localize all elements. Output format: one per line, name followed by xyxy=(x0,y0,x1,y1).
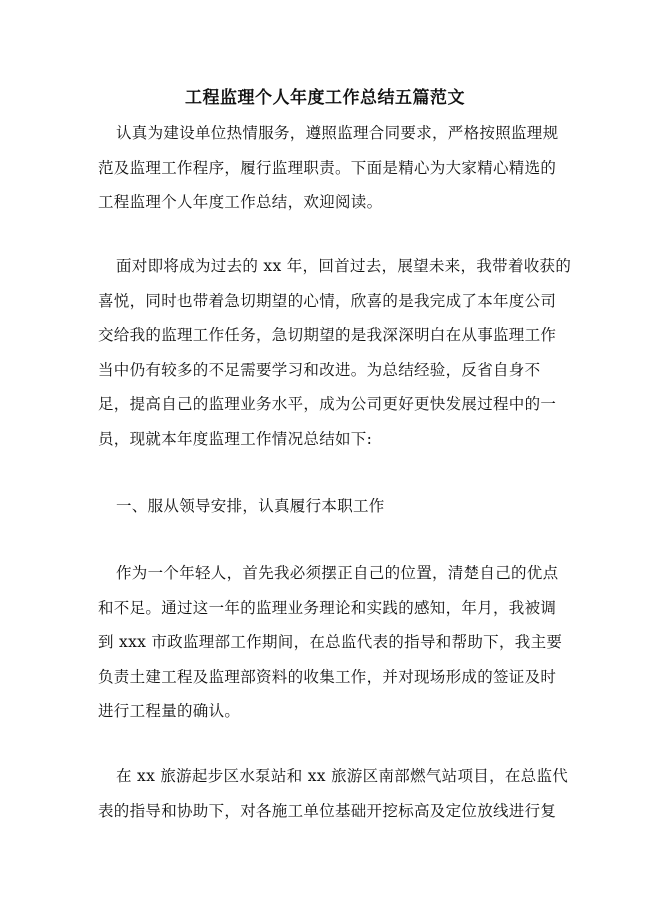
text-line: 交给我的监理工作任务，急切期望的是我深深明白在从事监理工作 xyxy=(98,326,557,344)
paragraph-position xyxy=(98,556,563,729)
text-line: 进行工程量的确认。 xyxy=(98,702,241,720)
text-line: 当中仍有较多的不足需要学习和改进。为总结经验，反省自身不 xyxy=(98,360,541,379)
text-line: 范及监理工作程序，履行监理职责。下面是精心为大家精心精选的 xyxy=(98,158,557,177)
text-line: 表的指导和协助下，对各施工单位基础开挖标高及定位放线进行复 xyxy=(98,801,557,820)
paragraph-intro xyxy=(98,116,559,220)
text-line: 面对即将成为过去的 xx 年，回首过去，展望未来，我带着收获的 xyxy=(116,257,572,275)
text-line: 工程监理个人年度工作总结，欢迎阅读。 xyxy=(98,193,383,211)
text-line: 员，现就本年度监理工作情况总结如下: xyxy=(98,429,373,448)
paragraph-project xyxy=(98,759,569,828)
text-line: 在 xx 旅游起步区水泵站和 xx 旅游区南部燃气站项目，在总监代 xyxy=(116,767,569,785)
text-line: 作为一个年轻人，首先我必须摆正自己的位置，清楚自己的优点 xyxy=(116,564,559,582)
text-line: 负责土建工程及监理部资料的收集工作，并对现场形成的签证及时 xyxy=(98,667,557,686)
text-line: 和不足。通过这一年的监理业务理论和实践的感知，年月，我被调 xyxy=(98,598,557,617)
section-heading xyxy=(98,489,554,524)
text-line: 认真为建设单位热情服务，遵照监理合同要求，严格按照监理规 xyxy=(116,124,559,142)
text-line: 到 xxx 市政监理部工作期间，在总监代表的指导和帮助下，我主要 xyxy=(98,633,563,651)
document-title: 工程监理个人年度工作总结五篇范文 xyxy=(185,88,465,108)
text-line: 足，提高自己的监理业务水平，成为公司更好更快发展过程中的一 xyxy=(98,395,557,413)
text-line: 一、服从领导安排，认真履行本职工作 xyxy=(116,497,385,515)
text-line: 喜悦，同时也带着急切期望的心情，欣喜的是我完成了本年度公司 xyxy=(98,291,557,310)
paragraph-review xyxy=(98,249,572,456)
